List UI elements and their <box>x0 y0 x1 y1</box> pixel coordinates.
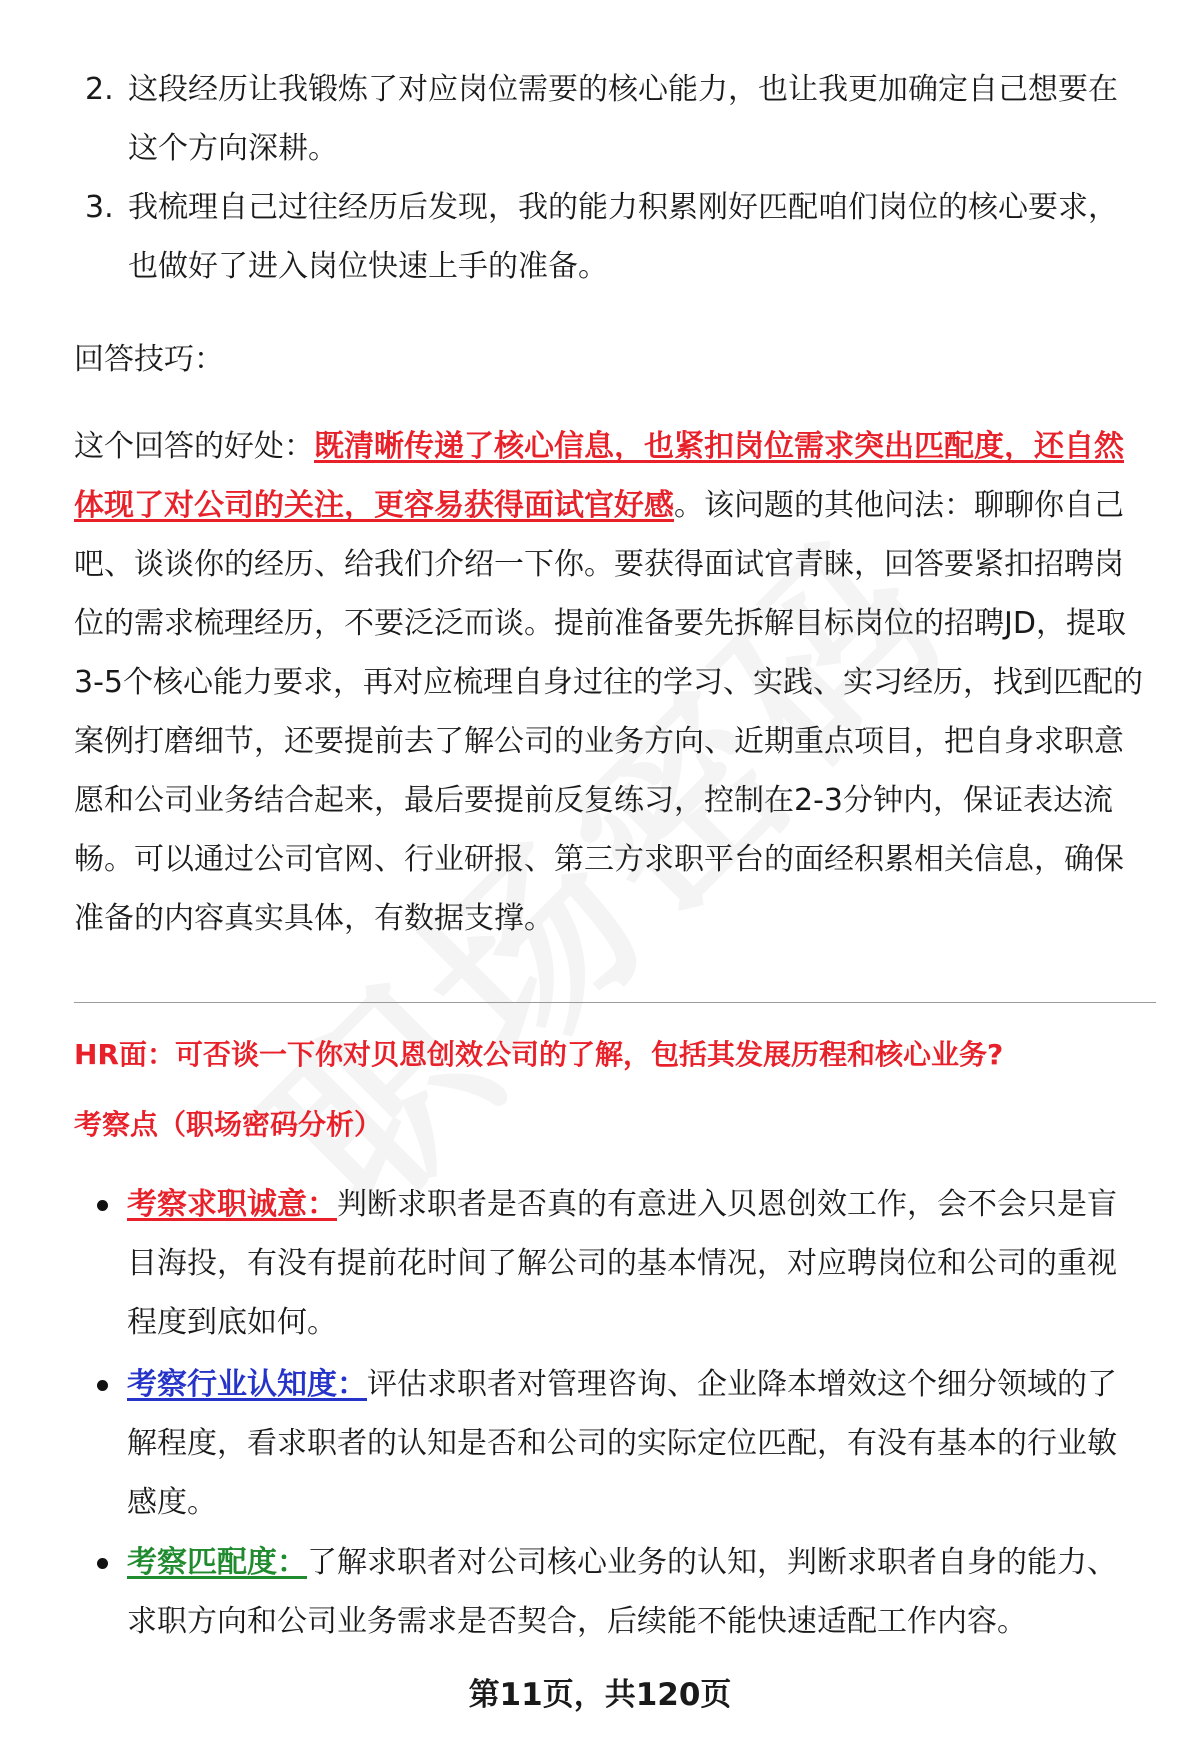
analysis-bullet <box>93 1355 1143 1532</box>
tips-label: 回答技巧： <box>74 342 224 377</box>
bullet-keyword: 考察行业认知度： <box>127 1367 367 1402</box>
list-text: 这段经历让我锻炼了对应岗位需要的核心能力，也让我更加确定自己想要在这个方向深耕。 <box>128 72 1118 166</box>
ordered-list-item <box>85 60 1145 178</box>
bullet-dot-icon <box>93 1533 127 1651</box>
bullet-dot-icon <box>93 1175 127 1352</box>
tips-body: 。该问题的其他问法：聊聊你自己吧、谈谈你的经历、给我们介绍一下你。要获得面试官青睐，回答要紧扣招聘岗位的需求梳理经历，不要泛泛而谈。提前准备要先拆解目标岗位的招聘JD，提取3-5个核心能力要求，再对应梳理自身过往的学习、实践、实习经历，找到匹配的案例打磨细节，还要提前去了解公司的业务方向、近期重点项目，把自身求职意愿和公司业务结合起来，最后要提前反复练习，控制在2-3分钟内，保证表达流畅。可以通过公司官网、行业研报、第三方求职平台的面经积累相关信息，确保准备的内容真实具体，有数据支撑。 <box>74 488 1143 936</box>
bullet-dot-icon <box>93 1355 127 1532</box>
analysis-title: 考察点（职场密码分析） <box>74 1108 383 1141</box>
bullet-keyword: 考察求职诚意： <box>127 1187 337 1222</box>
list-text: 我梳理自己过往经历后发现，我的能力积累刚好匹配咱们岗位的核心要求，也做好了进入岗位快速上手的准备。 <box>128 190 1118 284</box>
page-footer: 第11页，共120页 <box>468 1677 732 1713</box>
tips-prefix: 这个回答的好处： <box>74 429 314 464</box>
bullet-text: 了解求职者对公司核心业务的认知，判断求职者自身的能力、求职方向和公司业务需求是否契合，后续能不能快速适配工作内容。 <box>127 1545 1117 1639</box>
analysis-bullet <box>93 1533 1143 1651</box>
list-number: 2. <box>85 72 114 107</box>
section-divider <box>74 1002 1156 1003</box>
bullet-text: 判断求职者是否真的有意进入贝恩创效工作，会不会只是盲目海投，有没有提前花时间了解公司的基本情况，对应聘岗位和公司的重视程度到底如何。 <box>127 1187 1117 1340</box>
tips-highlight: 既清晰传递了核心信息，也紧扣岗位需求突出匹配度，还自然体现了对公司的关注，更容易获得面试官好感 <box>74 429 1124 523</box>
tips-paragraph <box>74 417 1144 948</box>
interview-question: HR面：可否谈一下你对贝恩创效公司的了解，包括其发展历程和核心业务? <box>74 1038 1004 1071</box>
analysis-bullet <box>93 1175 1143 1352</box>
ordered-list-item <box>85 178 1145 296</box>
list-number: 3. <box>85 190 114 225</box>
bullet-text: 评估求职者对管理咨询、企业降本增效这个细分领域的了解程度，看求职者的认知是否和公司的实际定位匹配，有没有基本的行业敏感度。 <box>127 1367 1117 1520</box>
bullet-keyword: 考察匹配度： <box>127 1545 307 1580</box>
